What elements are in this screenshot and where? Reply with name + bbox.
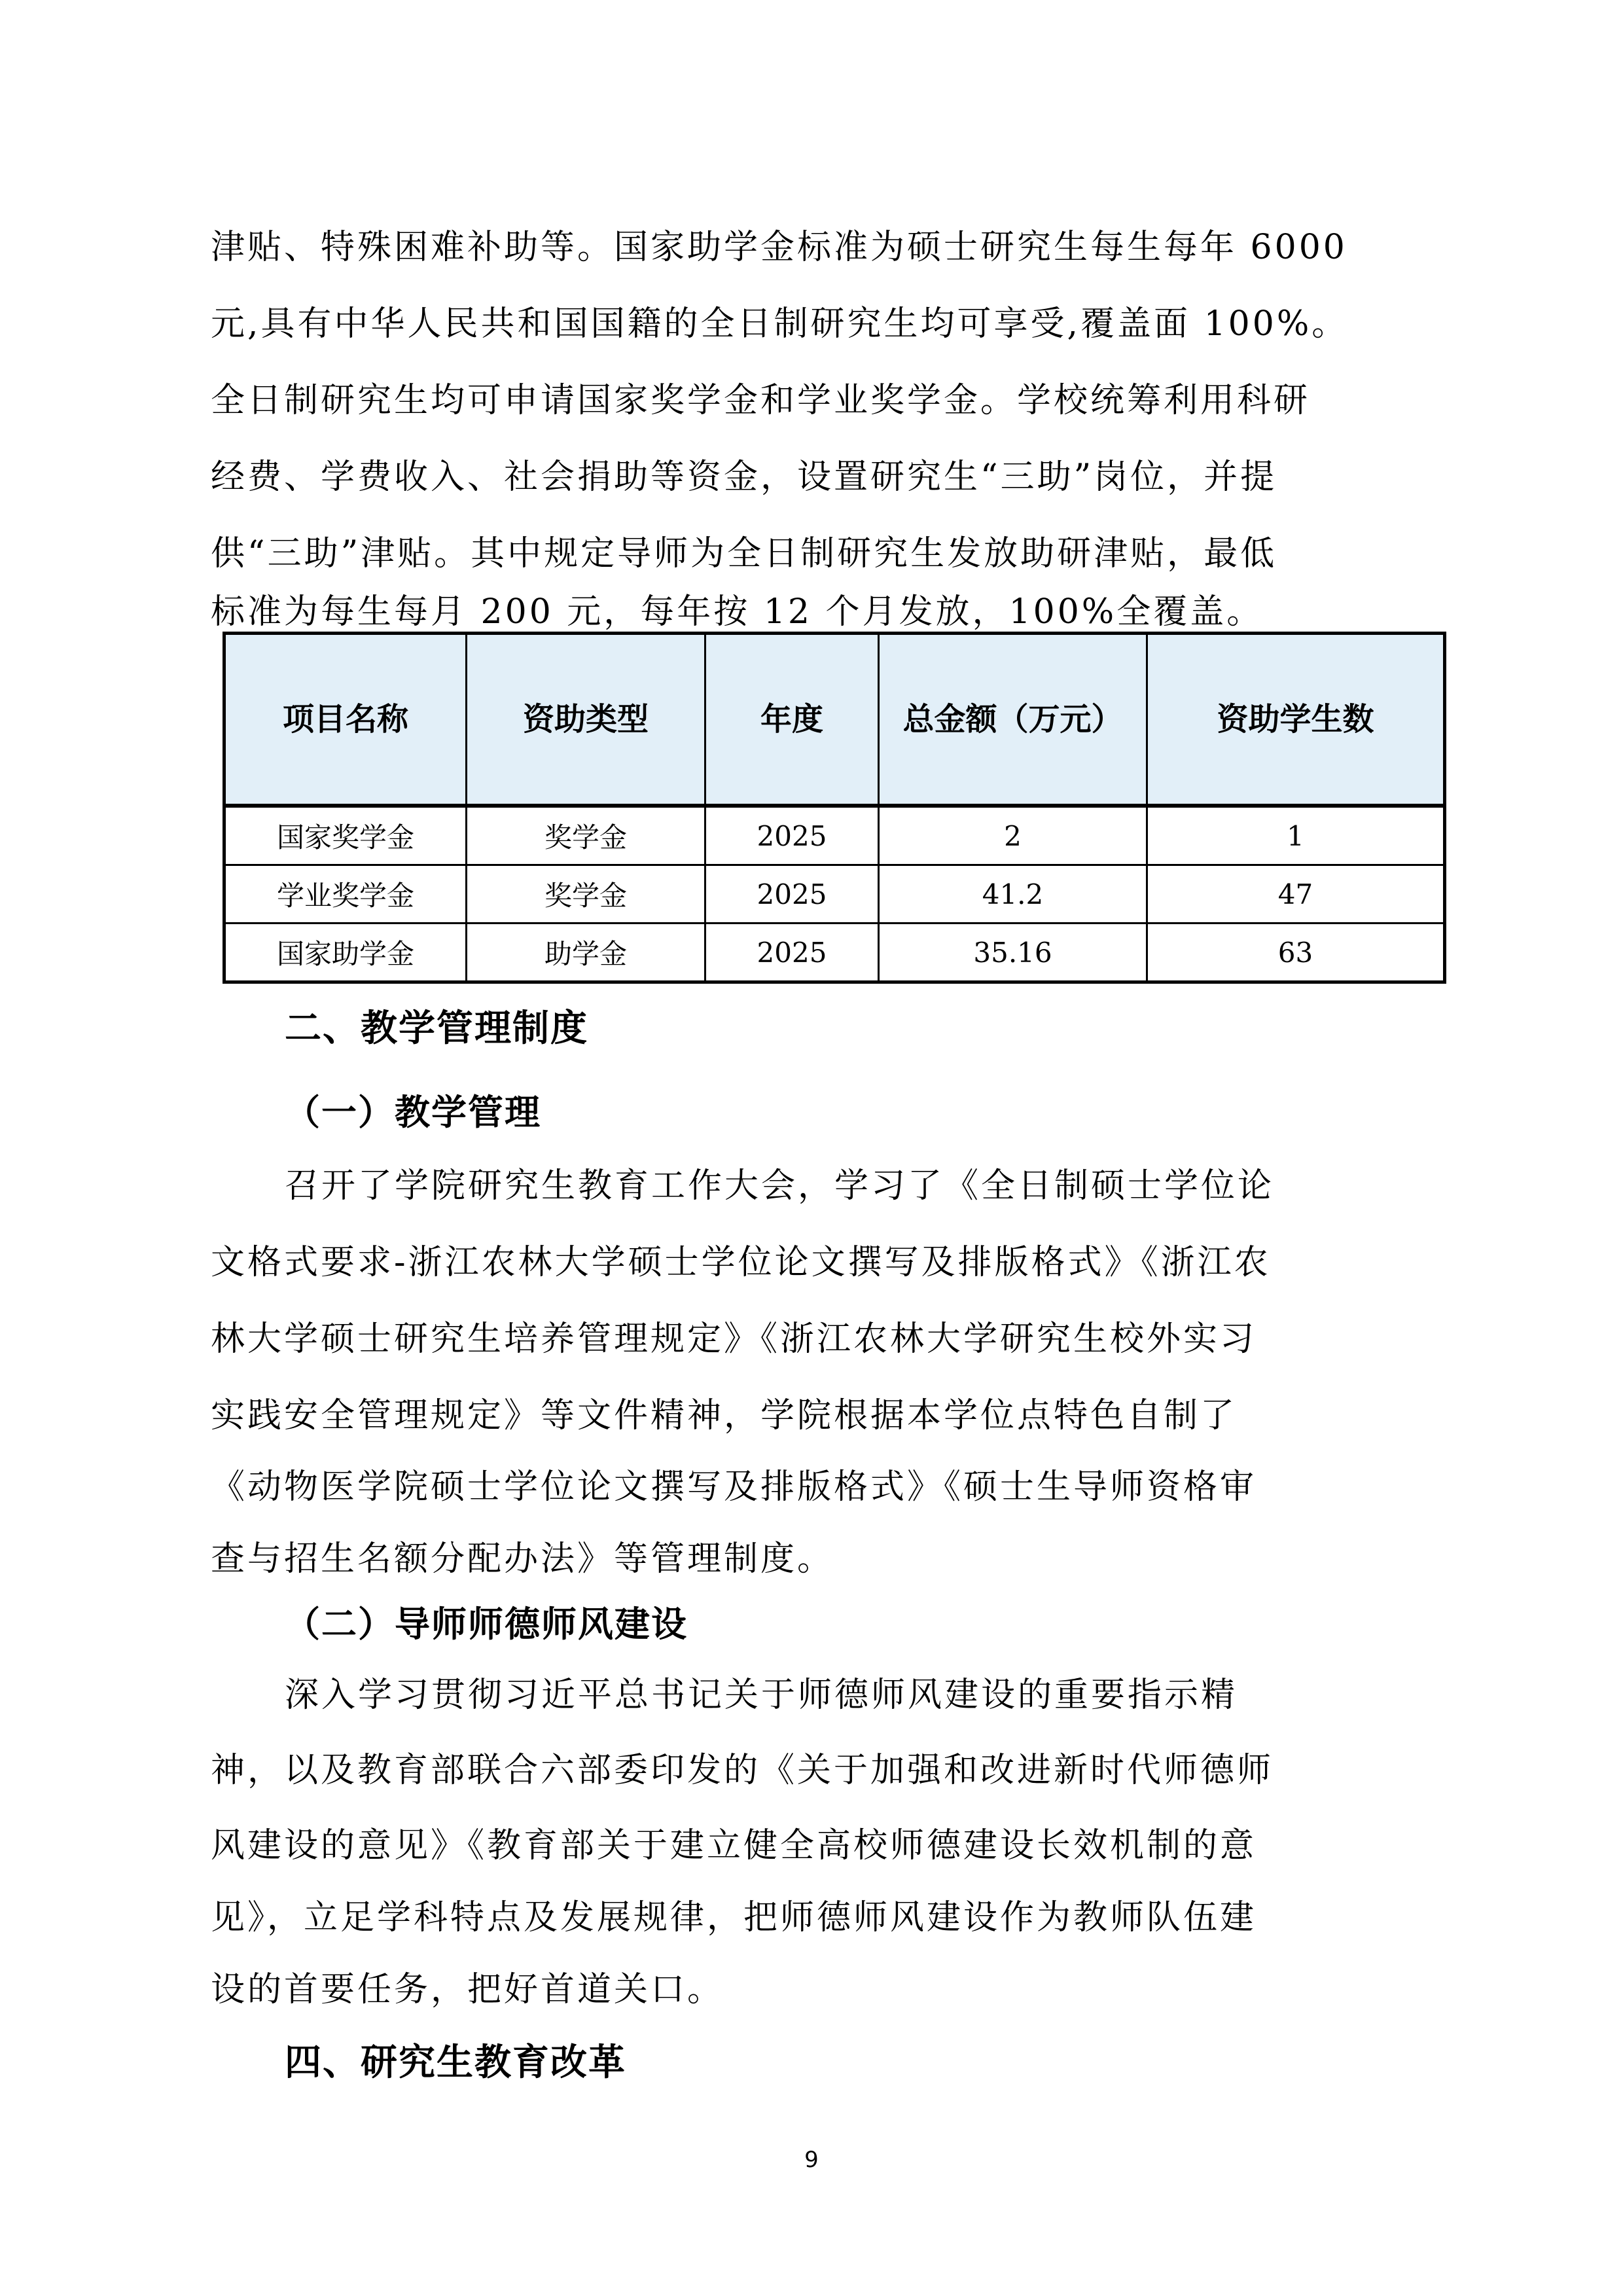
body-line: 风建设的意见》《教育部关于建立健全高校师德建设长效机制的意: [211, 1826, 1257, 1865]
body-line: 文格式要求-浙江农林大学硕士学位论文撰写及排版格式》《浙江农: [211, 1243, 1271, 1282]
cell-aid-type: 奖学金: [467, 865, 705, 924]
section-heading: 四、研究生教育改革: [285, 2041, 626, 2084]
table-header-row: [224, 634, 1445, 806]
cell-project-name: 国家奖学金: [224, 806, 467, 865]
body-line: 《动物医学院硕士学位论文撰写及排版格式》《硕士生导师资格审: [211, 1467, 1257, 1507]
cell-total-amount: 2: [879, 806, 1147, 865]
subsection-heading: （二）导师师德师风建设: [285, 1604, 688, 1645]
body-line: 全日制研究生均可申请国家奖学金和学业奖学金。学校统筹利用科研: [211, 381, 1311, 420]
body-line: 召开了学院研究生教育工作大会，学习了《全日制硕士学位论: [285, 1166, 1275, 1206]
body-line: 深入学习贯彻习近平总书记关于师德师风建设的重要指示精: [285, 1676, 1238, 1715]
section-heading: 二、教学管理制度: [285, 1007, 588, 1050]
cell-year: 2025: [705, 865, 879, 924]
body-line: 查与招生名额分配办法》等管理制度。: [211, 1539, 834, 1579]
cell-aid-type: 奖学金: [467, 806, 705, 865]
column-header-year: 年度: [705, 634, 879, 806]
cell-student-count: 63: [1147, 924, 1445, 982]
body-line: 神，以及教育部联合六部委印发的《关于加强和改进新时代师德师: [211, 1751, 1274, 1790]
body-line: 设的首要任务，把好首道关口。: [211, 1970, 724, 2009]
financial-aid-table: [223, 632, 1446, 984]
body-line: 林大学硕士研究生培养管理规定》《浙江农林大学研究生校外实习: [211, 1319, 1257, 1359]
body-line: 见》，立足学科特点及发展规律，把师德师风建设作为教师队伍建: [211, 1898, 1257, 1937]
body-line: 供“三助”津贴。其中规定导师为全日制研究生发放助研津贴，最低: [211, 534, 1277, 573]
body-line: 元,具有中华人民共和国国籍的全日制研究生均可享受,覆盖面 100%。: [211, 304, 1349, 344]
subsection-heading: （一）教学管理: [285, 1092, 541, 1133]
body-line: 经费、学费收入、社会捐助等资金，设置研究生“三助”岗位，并提: [211, 457, 1277, 497]
cell-student-count: 47: [1147, 865, 1445, 924]
body-line: 实践安全管理规定》等文件精神，学院根据本学位点特色自制了: [211, 1396, 1238, 1435]
cell-project-name: 学业奖学金: [224, 865, 467, 924]
column-header-project-name: 项目名称: [224, 634, 467, 806]
cell-year: 2025: [705, 924, 879, 982]
table-row: [224, 865, 1445, 924]
cell-project-name: 国家助学金: [224, 924, 467, 982]
page-number: 9: [804, 2147, 819, 2173]
cell-total-amount: 41.2: [879, 865, 1147, 924]
cell-student-count: 1: [1147, 806, 1445, 865]
table-row: [224, 806, 1445, 865]
column-header-total-amount: 总金额（万元）: [879, 634, 1147, 806]
body-line: 津贴、特殊困难补助等。国家助学金标准为硕士研究生每生每年 6000: [211, 228, 1347, 267]
table-row: [224, 924, 1445, 982]
cell-year: 2025: [705, 806, 879, 865]
column-header-aid-type: 资助类型: [467, 634, 705, 806]
cell-total-amount: 35.16: [879, 924, 1147, 982]
column-header-student-count: 资助学生数: [1147, 634, 1445, 806]
cell-aid-type: 助学金: [467, 924, 705, 982]
body-line: 标准为每生每月 200 元，每年按 12 个月发放，100%全覆盖。: [211, 592, 1264, 632]
